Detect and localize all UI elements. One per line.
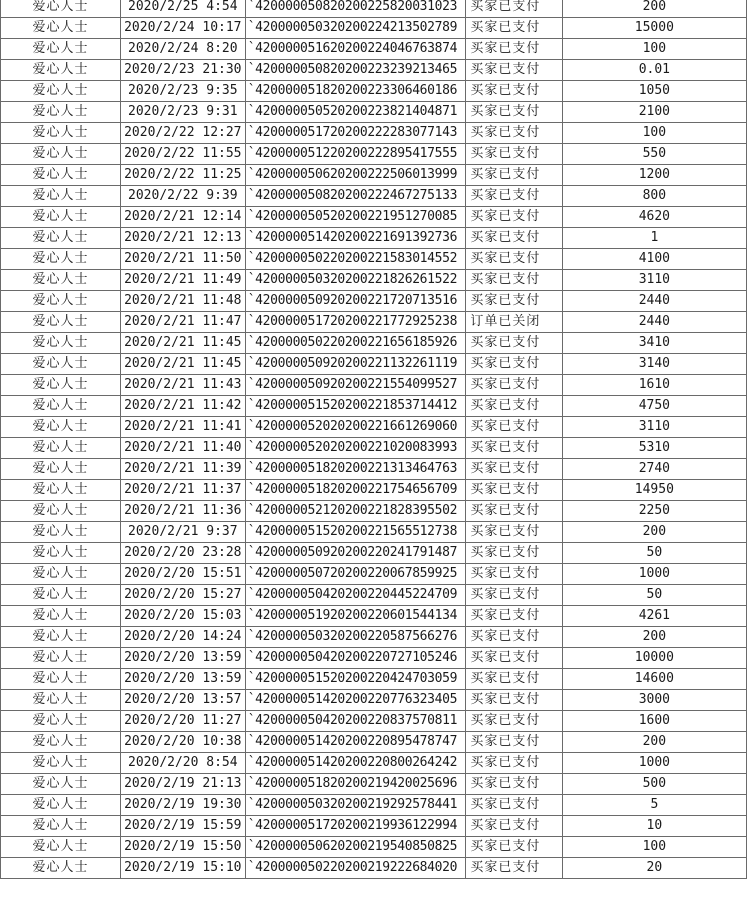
payment-time-cell: 2020/2/20 13:57 [120,690,245,711]
order-status-cell: 买家已支付 [466,186,562,207]
payment-time-cell: 2020/2/21 11:45 [120,354,245,375]
table-row [1,249,747,270]
payment-time-cell: 2020/2/20 13:59 [120,669,245,690]
order-status-cell: 买家已支付 [466,774,562,795]
donor-name-cell: 爱心人士 [1,669,121,690]
order-status-cell: 买家已支付 [466,438,562,459]
donor-name-cell: 爱心人士 [1,522,121,543]
donor-name-cell: 爱心人士 [1,438,121,459]
donor-name-cell: 爱心人士 [1,354,121,375]
payment-time-cell: 2020/2/21 11:50 [120,249,245,270]
amount-cell: 4750 [562,396,746,417]
transaction-id-cell: `420000050320200221826261522 [245,270,466,291]
payment-time-cell: 2020/2/20 23:28 [120,543,245,564]
transaction-id-cell: `420000051820200221313464763 [245,459,466,480]
table-row [1,228,747,249]
table-row [1,39,747,60]
transaction-id-cell: `420000052020200221020083993 [245,438,466,459]
table-row [1,858,747,879]
payment-time-cell: 2020/2/20 15:51 [120,564,245,585]
payment-time-cell: 2020/2/19 19:30 [120,795,245,816]
order-status-cell: 买家已支付 [466,669,562,690]
donor-name-cell: 爱心人士 [1,564,121,585]
amount-cell: 800 [562,186,746,207]
table-row [1,18,747,39]
order-status-cell: 买家已支付 [466,564,562,585]
table-row [1,522,747,543]
transaction-id-cell: `420000050820200225820031023 [245,0,466,18]
table-row [1,354,747,375]
transaction-id-cell: `420000050520200221951270085 [245,207,466,228]
payment-time-cell: 2020/2/21 11:47 [120,312,245,333]
transaction-id-cell: `420000050220200221656185926 [245,333,466,354]
table-row [1,144,747,165]
amount-cell: 3140 [562,354,746,375]
donor-name-cell: 爱心人士 [1,858,121,879]
order-status-cell: 买家已支付 [466,60,562,81]
table-row [1,60,747,81]
payment-time-cell: 2020/2/21 11:45 [120,333,245,354]
order-status-cell: 买家已支付 [466,711,562,732]
donor-name-cell: 爱心人士 [1,144,121,165]
amount-cell: 3410 [562,333,746,354]
amount-cell: 14950 [562,480,746,501]
order-status-cell: 买家已支付 [466,606,562,627]
payment-time-cell: 2020/2/21 11:40 [120,438,245,459]
order-status-cell: 买家已支付 [466,375,562,396]
order-status-cell: 买家已支付 [466,291,562,312]
transaction-id-cell: `420000051520200221853714412 [245,396,466,417]
order-status-cell: 买家已支付 [466,522,562,543]
amount-cell: 1600 [562,711,746,732]
order-status-cell: 买家已支付 [466,102,562,123]
transaction-id-cell: `420000050920200220241791487 [245,543,466,564]
donor-name-cell: 爱心人士 [1,774,121,795]
payment-time-cell: 2020/2/24 8:20 [120,39,245,60]
donor-name-cell: 爱心人士 [1,207,121,228]
donor-name-cell: 爱心人士 [1,795,121,816]
donor-name-cell: 爱心人士 [1,165,121,186]
amount-cell: 200 [562,627,746,648]
donor-name-cell: 爱心人士 [1,501,121,522]
table-row [1,690,747,711]
order-status-cell: 买家已支付 [466,39,562,60]
donor-name-cell: 爱心人士 [1,375,121,396]
transaction-id-cell: `420000052020200221661269060 [245,417,466,438]
amount-cell: 2440 [562,312,746,333]
amount-cell: 100 [562,123,746,144]
donor-name-cell: 爱心人士 [1,60,121,81]
transaction-id-cell: `420000051420200220776323405 [245,690,466,711]
transaction-id-cell: `420000050920200221554099527 [245,375,466,396]
transaction-id-cell: `420000050620200219540850825 [245,837,466,858]
amount-cell: 15000 [562,18,746,39]
table-row [1,627,747,648]
payment-time-cell: 2020/2/21 11:37 [120,480,245,501]
order-status-cell: 买家已支付 [466,795,562,816]
order-status-cell: 买家已支付 [466,165,562,186]
transaction-id-cell: `420000050920200221132261119 [245,354,466,375]
donor-name-cell: 爱心人士 [1,249,121,270]
donor-name-cell: 爱心人士 [1,606,121,627]
donor-name-cell: 爱心人士 [1,627,121,648]
amount-cell: 5310 [562,438,746,459]
donor-name-cell: 爱心人士 [1,102,121,123]
order-status-cell: 买家已支付 [466,627,562,648]
amount-cell: 1000 [562,753,746,774]
donor-name-cell: 爱心人士 [1,312,121,333]
order-status-cell: 买家已支付 [466,81,562,102]
order-status-cell: 买家已支付 [466,585,562,606]
donor-name-cell: 爱心人士 [1,816,121,837]
amount-cell: 1200 [562,165,746,186]
payment-time-cell: 2020/2/21 11:43 [120,375,245,396]
payment-time-cell: 2020/2/20 15:27 [120,585,245,606]
amount-cell: 550 [562,144,746,165]
amount-cell: 1 [562,228,746,249]
amount-cell: 100 [562,39,746,60]
transaction-id-cell: `420000051820200219420025696 [245,774,466,795]
transaction-id-cell: `420000051820200221754656709 [245,480,466,501]
order-status-cell: 买家已支付 [466,396,562,417]
table-row [1,312,747,333]
table-row [1,207,747,228]
payment-time-cell: 2020/2/22 11:25 [120,165,245,186]
amount-cell: 2440 [562,291,746,312]
order-status-cell: 买家已支付 [466,270,562,291]
table-row [1,816,747,837]
transaction-id-cell: `420000050420200220445224709 [245,585,466,606]
payment-time-cell: 2020/2/23 21:30 [120,60,245,81]
order-status-cell: 买家已支付 [466,858,562,879]
transaction-id-cell: `420000051520200220424703059 [245,669,466,690]
payment-time-cell: 2020/2/23 9:35 [120,81,245,102]
payment-time-cell: 2020/2/20 11:27 [120,711,245,732]
transaction-id-cell: `420000050620200222506013999 [245,165,466,186]
donor-name-cell: 爱心人士 [1,186,121,207]
transaction-id-cell: `420000051820200223306460186 [245,81,466,102]
payment-time-cell: 2020/2/21 11:41 [120,417,245,438]
table-row [1,480,747,501]
donor-name-cell: 爱心人士 [1,39,121,60]
table-row [1,396,747,417]
donor-name-cell: 爱心人士 [1,711,121,732]
transaction-id-cell: `420000050320200219292578441 [245,795,466,816]
transaction-id-cell: `420000051520200221565512738 [245,522,466,543]
payment-time-cell: 2020/2/21 11:39 [120,459,245,480]
table-row [1,417,747,438]
amount-cell: 1050 [562,81,746,102]
order-status-cell: 买家已支付 [466,144,562,165]
amount-cell: 50 [562,585,746,606]
donor-name-cell: 爱心人士 [1,0,121,18]
order-status-cell: 买家已支付 [466,648,562,669]
table-row [1,123,747,144]
payment-time-cell: 2020/2/20 10:38 [120,732,245,753]
amount-cell: 1000 [562,564,746,585]
donor-name-cell: 爱心人士 [1,753,121,774]
order-status-cell: 买家已支付 [466,354,562,375]
table-row [1,669,747,690]
table-row [1,375,747,396]
table-body [1,0,747,879]
payment-time-cell: 2020/2/20 8:54 [120,753,245,774]
amount-cell: 0.01 [562,60,746,81]
amount-cell: 2250 [562,501,746,522]
payment-time-cell: 2020/2/19 15:10 [120,858,245,879]
table-row [1,732,747,753]
table-row [1,606,747,627]
order-status-cell: 买家已支付 [466,249,562,270]
amount-cell: 10000 [562,648,746,669]
donor-name-cell: 爱心人士 [1,480,121,501]
order-status-cell: 买家已支付 [466,837,562,858]
payment-time-cell: 2020/2/19 21:13 [120,774,245,795]
amount-cell: 200 [562,0,746,18]
order-status-cell: 买家已支付 [466,732,562,753]
transaction-id-cell: `420000050220200221583014552 [245,249,466,270]
table-row [1,648,747,669]
amount-cell: 3110 [562,417,746,438]
donor-name-cell: 爱心人士 [1,333,121,354]
payment-time-cell: 2020/2/21 11:49 [120,270,245,291]
transaction-id-cell: `420000050520200223821404871 [245,102,466,123]
order-status-cell: 买家已支付 [466,207,562,228]
amount-cell: 2100 [562,102,746,123]
amount-cell: 100 [562,837,746,858]
amount-cell: 500 [562,774,746,795]
order-status-cell: 买家已支付 [466,0,562,18]
transaction-id-cell: `420000051220200222895417555 [245,144,466,165]
amount-cell: 3110 [562,270,746,291]
payment-time-cell: 2020/2/20 15:03 [120,606,245,627]
transaction-id-cell: `420000051420200220800264242 [245,753,466,774]
payment-time-cell: 2020/2/21 9:37 [120,522,245,543]
table-row [1,0,747,18]
transaction-id-cell: `420000051920200220601544134 [245,606,466,627]
table-row [1,753,747,774]
order-status-cell: 订单已关闭 [466,312,562,333]
payment-time-cell: 2020/2/25 4:54 [120,0,245,18]
order-status-cell: 买家已支付 [466,18,562,39]
amount-cell: 2740 [562,459,746,480]
table-row [1,333,747,354]
transaction-id-cell: `420000050820200222467275133 [245,186,466,207]
payment-time-cell: 2020/2/22 11:55 [120,144,245,165]
donor-name-cell: 爱心人士 [1,396,121,417]
transaction-id-cell: `420000050320200224213502789 [245,18,466,39]
table-row [1,270,747,291]
table-row [1,291,747,312]
transaction-id-cell: `420000050720200220067859925 [245,564,466,585]
transaction-id-cell: `420000050920200221720713516 [245,291,466,312]
payment-time-cell: 2020/2/22 9:39 [120,186,245,207]
amount-cell: 14600 [562,669,746,690]
transaction-id-cell: `420000051720200219936122994 [245,816,466,837]
order-status-cell: 买家已支付 [466,543,562,564]
amount-cell: 4100 [562,249,746,270]
transaction-id-cell: `420000050820200223239213465 [245,60,466,81]
table-row [1,438,747,459]
amount-cell: 5 [562,795,746,816]
transaction-id-cell: `420000050320200220587566276 [245,627,466,648]
amount-cell: 200 [562,732,746,753]
transaction-id-cell: `420000052120200221828395502 [245,501,466,522]
payment-time-cell: 2020/2/22 12:27 [120,123,245,144]
payment-time-cell: 2020/2/21 12:13 [120,228,245,249]
table-row [1,543,747,564]
table-row [1,711,747,732]
donor-name-cell: 爱心人士 [1,228,121,249]
donor-name-cell: 爱心人士 [1,543,121,564]
donor-name-cell: 爱心人士 [1,648,121,669]
order-status-cell: 买家已支付 [466,333,562,354]
amount-cell: 10 [562,816,746,837]
amount-cell: 50 [562,543,746,564]
transaction-id-cell: `420000050420200220837570811 [245,711,466,732]
table-row [1,81,747,102]
transaction-id-cell: `420000050420200220727105246 [245,648,466,669]
amount-cell: 20 [562,858,746,879]
donor-name-cell: 爱心人士 [1,291,121,312]
donor-name-cell: 爱心人士 [1,417,121,438]
payment-time-cell: 2020/2/21 11:48 [120,291,245,312]
payment-time-cell: 2020/2/24 10:17 [120,18,245,39]
table-row [1,795,747,816]
payment-time-cell: 2020/2/20 14:24 [120,627,245,648]
transaction-id-cell: `420000050220200219222684020 [245,858,466,879]
donor-name-cell: 爱心人士 [1,732,121,753]
table-row [1,774,747,795]
transaction-id-cell: `420000051620200224046763874 [245,39,466,60]
order-status-cell: 买家已支付 [466,459,562,480]
order-status-cell: 买家已支付 [466,753,562,774]
donor-name-cell: 爱心人士 [1,690,121,711]
donor-name-cell: 爱心人士 [1,123,121,144]
table-row [1,459,747,480]
order-status-cell: 买家已支付 [466,480,562,501]
order-status-cell: 买家已支付 [466,816,562,837]
donor-name-cell: 爱心人士 [1,270,121,291]
payment-time-cell: 2020/2/21 11:42 [120,396,245,417]
amount-cell: 3000 [562,690,746,711]
payment-time-cell: 2020/2/21 11:36 [120,501,245,522]
payment-time-cell: 2020/2/19 15:59 [120,816,245,837]
donor-name-cell: 爱心人士 [1,81,121,102]
donor-name-cell: 爱心人士 [1,585,121,606]
order-status-cell: 买家已支付 [466,501,562,522]
donor-name-cell: 爱心人士 [1,18,121,39]
transaction-id-cell: `420000051420200220895478747 [245,732,466,753]
payment-time-cell: 2020/2/19 15:50 [120,837,245,858]
payment-time-cell: 2020/2/21 12:14 [120,207,245,228]
table-row [1,186,747,207]
table-row [1,585,747,606]
donor-name-cell: 爱心人士 [1,837,121,858]
order-status-cell: 买家已支付 [466,123,562,144]
order-status-cell: 买家已支付 [466,690,562,711]
table-row [1,564,747,585]
donor-name-cell: 爱心人士 [1,459,121,480]
amount-cell: 1610 [562,375,746,396]
amount-cell: 200 [562,522,746,543]
table-row [1,501,747,522]
transaction-id-cell: `420000051420200221691392736 [245,228,466,249]
amount-cell: 4261 [562,606,746,627]
table-row [1,837,747,858]
order-status-cell: 买家已支付 [466,417,562,438]
transaction-id-cell: `420000051720200221772925238 [245,312,466,333]
table-row [1,102,747,123]
amount-cell: 4620 [562,207,746,228]
payment-time-cell: 2020/2/23 9:31 [120,102,245,123]
payment-time-cell: 2020/2/20 13:59 [120,648,245,669]
order-status-cell: 买家已支付 [466,228,562,249]
transaction-id-cell: `420000051720200222283077143 [245,123,466,144]
table-row [1,165,747,186]
